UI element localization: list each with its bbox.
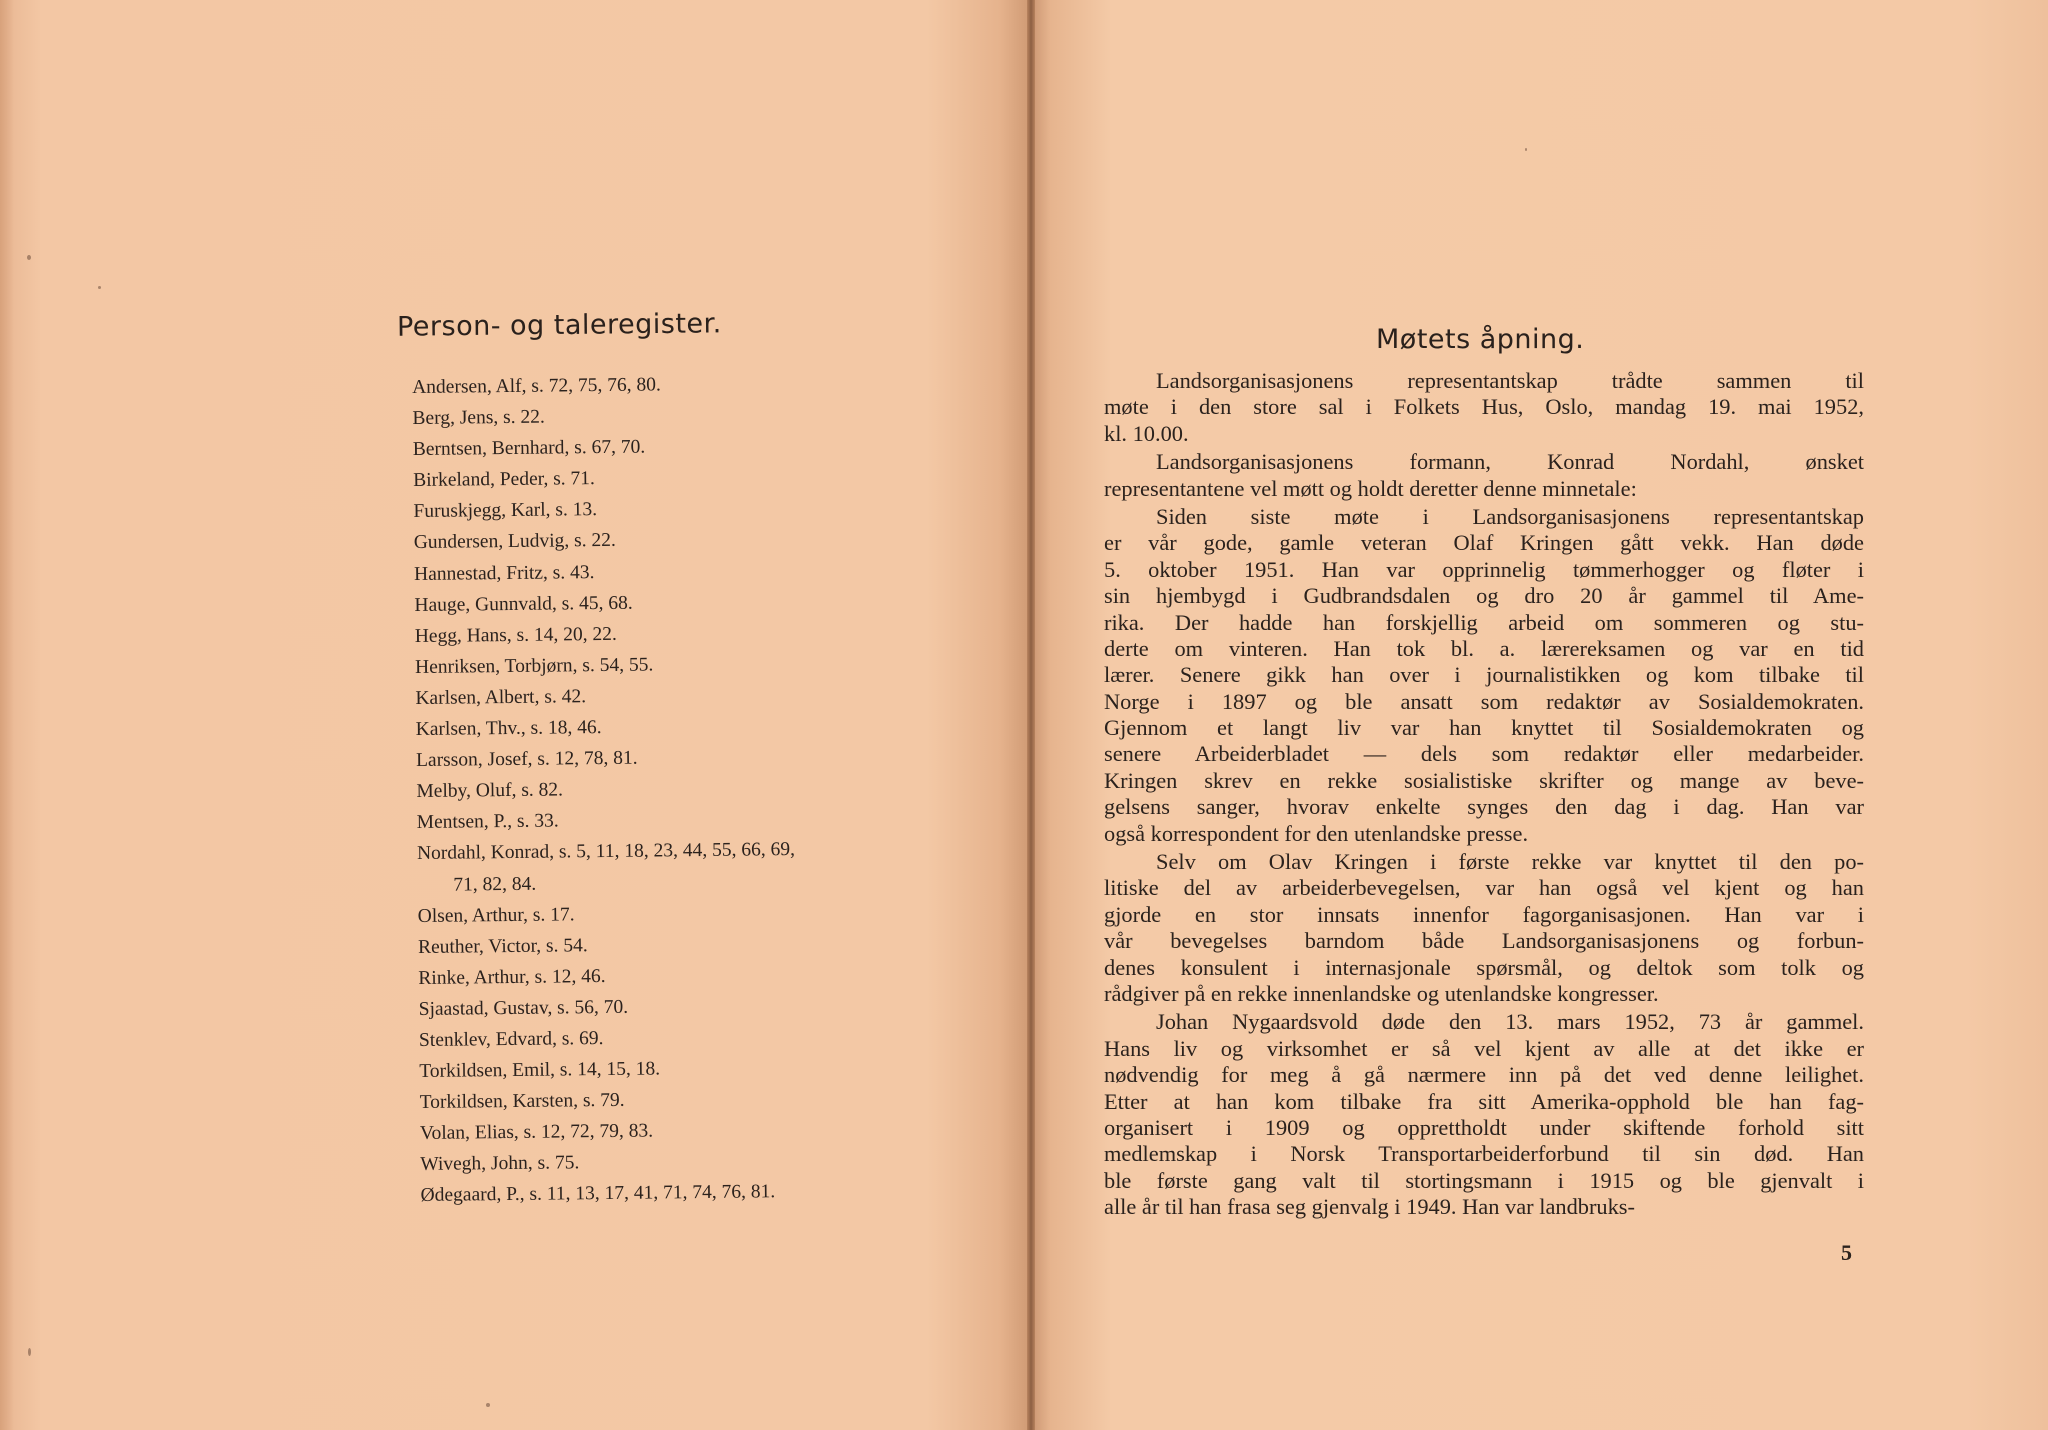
register-title: Person- og taleregister. bbox=[396, 308, 722, 343]
text-line: kl. 10.00. bbox=[1104, 420, 1189, 446]
register-entry: Berntsen, Bernhard, s. 67, 70. bbox=[412, 436, 646, 461]
page-number: 5 bbox=[1841, 1240, 1852, 1265]
text-line: Kringen skrev en rekke sosialistiske skrifter og mange av beve- bbox=[1104, 767, 1864, 793]
paragraph bbox=[1104, 1009, 1864, 1220]
register-entry: Melby, Oluf, s. 82. bbox=[416, 779, 564, 803]
register-entry: Birkeland, Peder, s. 71. bbox=[413, 468, 595, 492]
paper-speck bbox=[27, 255, 31, 260]
paragraph bbox=[1104, 449, 1864, 502]
body-text bbox=[1104, 368, 1864, 1223]
register-entry: Rinke, Arthur, s. 12, 46. bbox=[418, 965, 606, 989]
text-line: Landsorganisasjonens representantskap trådte sammen til bbox=[1156, 368, 1864, 393]
register-entry: Mentsen, P., s. 33. bbox=[416, 810, 559, 834]
text-line: Siden siste møte i Landsorganisasjonens representantskap bbox=[1156, 503, 1864, 529]
text-line: Landsorganisasjonens formann, Konrad Nordahl, ønsket bbox=[1156, 449, 1864, 475]
register-entry: Torkildsen, Emil, s. 14, 15, 18. bbox=[419, 1058, 661, 1083]
paper-speck bbox=[98, 286, 101, 289]
register-entry: Karlsen, Thv., s. 18, 46. bbox=[415, 717, 602, 741]
page-edge-shadow bbox=[0, 0, 14, 1430]
register-entry: Volan, Elias, s. 12, 72, 79, 83. bbox=[419, 1120, 654, 1145]
book-gutter bbox=[1027, 0, 1035, 1430]
register-entry: Berg, Jens, s. 22. bbox=[412, 406, 545, 430]
register-entry: Andersen, Alf, s. 72, 75, 76, 80. bbox=[412, 374, 661, 398]
text-line: Johan Nygaardsvold døde den 13. mars 1952, 73 år gammel. bbox=[1156, 1009, 1864, 1035]
paragraph bbox=[1104, 849, 1864, 1007]
text-line: rådgiver på en rekke innenlandske og utenlandske kongresser. bbox=[1104, 980, 1659, 1006]
text-line: nødvendig for meg å gå nærmere inn på det ved denne leilighet. bbox=[1104, 1062, 1864, 1088]
text-line: er vår gode, gamle veteran Olaf Kringen gått vekk. Han døde bbox=[1104, 530, 1864, 556]
register-entry: Larsson, Josef, s. 12, 78, 81. bbox=[415, 747, 638, 772]
text-line: representantene vel møtt og holdt deretter denne minnetale: bbox=[1104, 475, 1637, 501]
text-line: gjorde en stor innsats innenfor fagorganisasjonen. Han var i bbox=[1104, 901, 1864, 927]
register-entry: Sjaastad, Gustav, s. 56, 70. bbox=[418, 996, 629, 1020]
register-entry: Hegg, Hans, s. 14, 20, 22. bbox=[414, 623, 617, 647]
text-line: vår bevegelses barndom både Landsorganisasjonens og forbun- bbox=[1104, 928, 1864, 954]
paragraph bbox=[1104, 368, 1864, 447]
text-line: Etter at han kom tilbake fra sitt Amerika-opphold ble han fag- bbox=[1104, 1088, 1864, 1114]
text-line: organisert i 1909 og opprettholdt under skiftende forhold sitt bbox=[1104, 1114, 1864, 1140]
register-entry: Wivegh, John, s. 75. bbox=[420, 1152, 580, 1176]
text-line: denes konsulent i internasjonale spørsmål, og deltok som tolk og bbox=[1104, 954, 1864, 980]
register-entry: Hauge, Gunnvald, s. 45, 68. bbox=[414, 592, 633, 616]
paragraph bbox=[1104, 504, 1864, 847]
text-line: derte om vinteren. Han tok bl. a. lærereksamen og var en tid bbox=[1104, 635, 1864, 661]
text-line: møte i den store sal i Folkets Hus, Oslo, mandag 19. mai 1952, bbox=[1104, 394, 1864, 420]
paper-speck bbox=[486, 1403, 490, 1407]
text-line: Norge i 1897 og ble ansatt som redaktør av Sosialdemokraten. bbox=[1104, 688, 1864, 714]
paper-speck bbox=[1525, 148, 1527, 151]
register-entry: Gundersen, Ludvig, s. 22. bbox=[413, 530, 616, 554]
text-line: medlemskap i Norsk Transportarbeiderforbund til sin død. Han bbox=[1104, 1141, 1864, 1167]
register-entry: Furuskjegg, Karl, s. 13. bbox=[413, 499, 598, 523]
text-line: også korrespondent for den utenlandske presse. bbox=[1104, 820, 1529, 846]
text-line: Hans liv og virksomhet er så vel kjent av alle at det ikke er bbox=[1104, 1035, 1864, 1061]
chapter-title: Møtets åpning. bbox=[1376, 324, 1585, 355]
text-line: senere Arbeiderbladet — dels som redaktør eller medarbeider. bbox=[1104, 741, 1864, 767]
text-line: rika. Der hadde han forskjellig arbeid om sommeren og stu- bbox=[1104, 609, 1864, 635]
text-line: lærer. Senere gikk han over i journalistikken og kom tilbake til bbox=[1104, 662, 1864, 688]
register-list bbox=[412, 366, 961, 1211]
register-entry: Reuther, Victor, s. 54. bbox=[417, 934, 588, 958]
text-line: ble første gang valt til stortingsmann i 1915 og ble gjenvalt i bbox=[1104, 1167, 1864, 1193]
register-entry: Ødegaard, P., s. 11, 13, 17, 41, 71, 74, 76, 81. bbox=[420, 1181, 776, 1207]
text-line: gelsens sanger, hvorav enkelte synges den dag i dag. Han var bbox=[1104, 794, 1864, 820]
text-line: alle år til han frasa seg gjenvalg i 1949. Han var landbruks- bbox=[1104, 1194, 1635, 1220]
register-entry: 71, 82, 84. bbox=[453, 873, 537, 896]
register-entry: Nordahl, Konrad, s. 5, 11, 18, 23, 44, 55, 66, 69, bbox=[416, 839, 796, 865]
register-entry: Karlsen, Albert, s. 42. bbox=[415, 686, 587, 709]
register-entry: Henriksen, Torbjørn, s. 54, 55. bbox=[414, 654, 654, 678]
text-line: Selv om Olav Kringen i første rekke var knyttet til den po- bbox=[1156, 849, 1864, 875]
text-line: sin hjembygd i Gudbrandsdalen og dro 20 år gammel til Ame- bbox=[1104, 583, 1864, 609]
register-entry: Olsen, Arthur, s. 17. bbox=[417, 903, 575, 927]
paper-speck bbox=[28, 1348, 31, 1356]
text-line: 5. oktober 1951. Han var opprinnelig tømmerhogger og fløter i bbox=[1104, 556, 1864, 582]
text-line: litiske del av arbeiderbevegelsen, var han også vel kjent og han bbox=[1104, 875, 1864, 901]
register-entry: Stenklev, Edvard, s. 69. bbox=[418, 1028, 604, 1051]
register-entry: Torkildsen, Karsten, s. 79. bbox=[419, 1089, 625, 1114]
register-entry: Hannestad, Fritz, s. 43. bbox=[414, 561, 595, 585]
text-line: Gjennom et langt liv var han knyttet til Sosialdemokraten og bbox=[1104, 715, 1864, 741]
